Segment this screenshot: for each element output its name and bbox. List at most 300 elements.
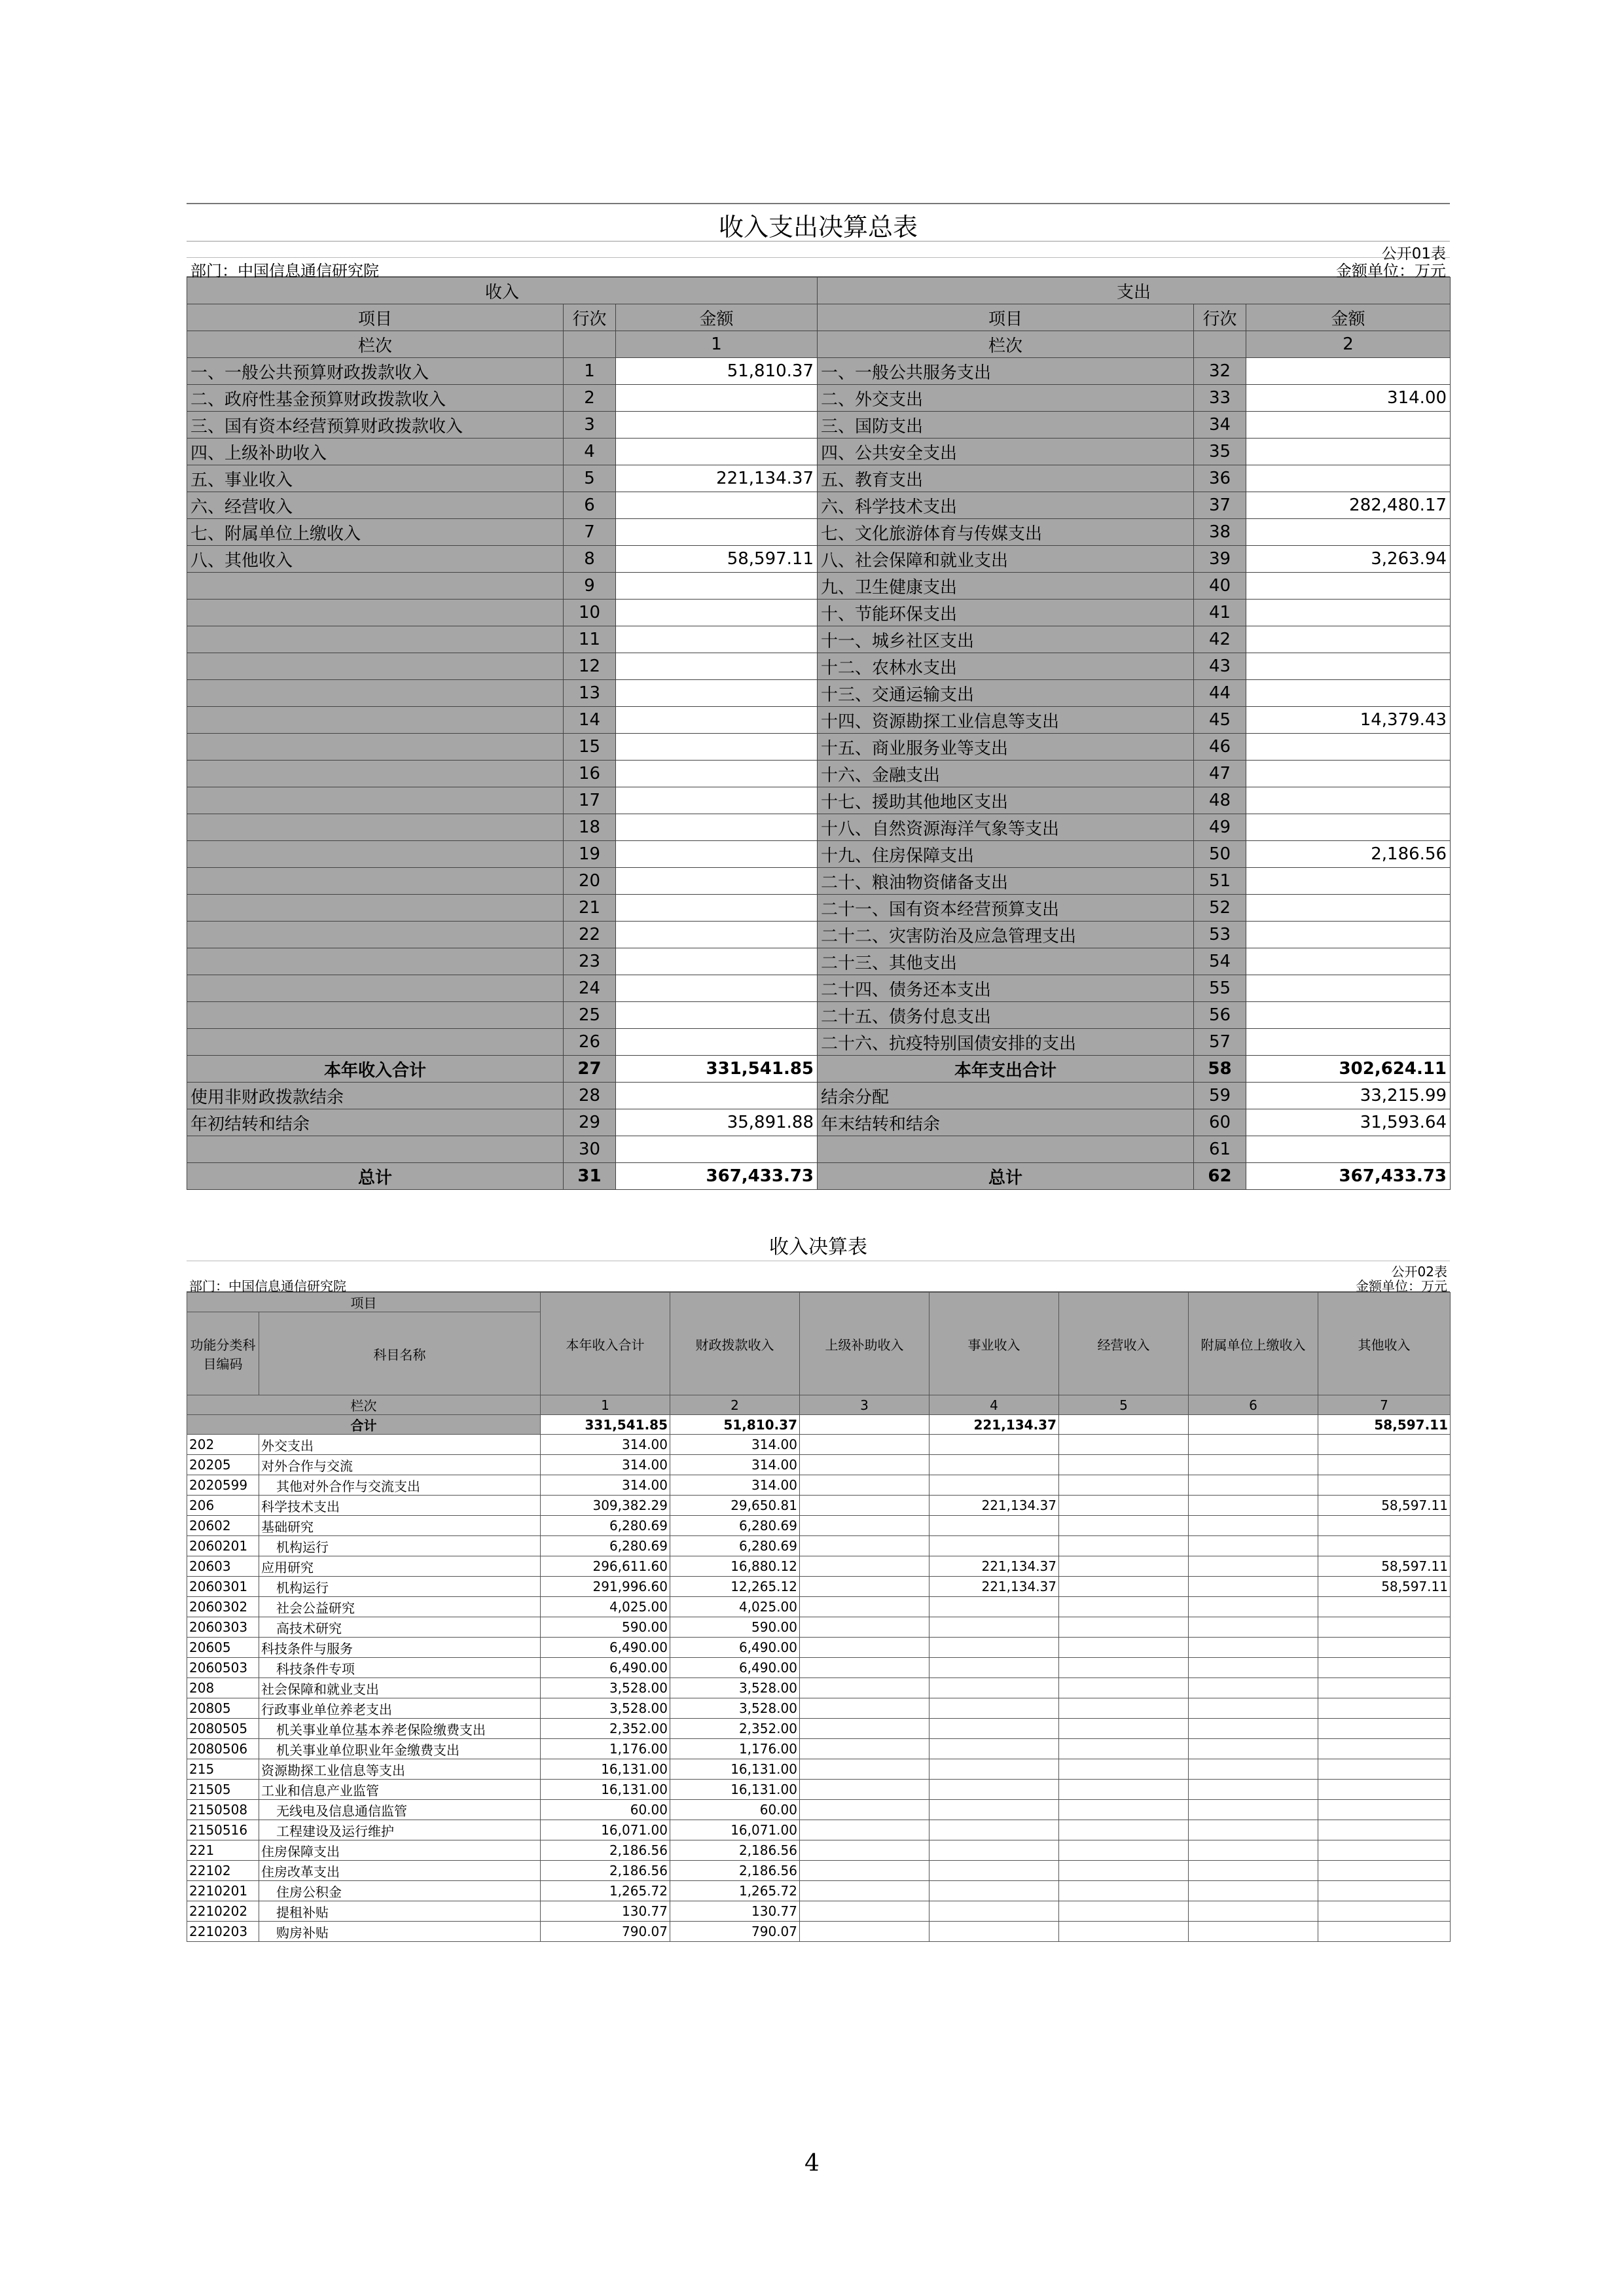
expense-amount xyxy=(1246,358,1451,385)
expense-amount xyxy=(1246,1002,1451,1029)
expense-item: 九、卫生健康支出 xyxy=(818,573,1194,600)
income-item xyxy=(187,1136,564,1163)
amount-cell: 314.00 xyxy=(541,1475,670,1496)
income-amount xyxy=(616,734,818,761)
expense-line-no: 49 xyxy=(1194,814,1246,841)
income-amount: 221,134.37 xyxy=(616,465,818,492)
expense-col-amount: 金额 xyxy=(1246,304,1451,331)
table-row xyxy=(187,1678,1451,1698)
expense-amount xyxy=(1246,1029,1451,1056)
amount-cell: 1,265.72 xyxy=(670,1881,800,1901)
income-amount xyxy=(616,626,818,653)
summary-row xyxy=(187,1056,1451,1083)
subject-code: 20805 xyxy=(187,1698,259,1719)
expense-line-no: 32 xyxy=(1194,358,1246,385)
income-item xyxy=(187,1029,564,1056)
table-row xyxy=(187,1638,1451,1658)
table1-title-row xyxy=(187,203,1450,242)
amount-cell: 6,490.00 xyxy=(541,1658,670,1678)
expense-amount: 282,480.17 xyxy=(1246,492,1451,519)
table-row xyxy=(187,1435,1451,1455)
table-row xyxy=(187,1536,1451,1556)
expense-item: 年末结转和结余 xyxy=(818,1109,1194,1136)
expense-item: 十六、金融支出 xyxy=(818,761,1194,787)
amount-cell xyxy=(1318,1455,1451,1475)
subject-code: 2020599 xyxy=(187,1475,259,1496)
table-row xyxy=(187,573,1451,600)
table-row xyxy=(187,948,1451,975)
amount-cell xyxy=(1318,1658,1451,1678)
amount-cell xyxy=(1059,1759,1189,1780)
amount-cell xyxy=(1059,1597,1189,1617)
table-row xyxy=(187,680,1451,707)
amount-cell xyxy=(1189,1922,1318,1942)
table-row xyxy=(187,412,1451,439)
amount-cell xyxy=(1189,1556,1318,1577)
table-row xyxy=(187,465,1451,492)
subject-code: 2060302 xyxy=(187,1597,259,1617)
income-item xyxy=(187,975,564,1002)
subject-name: 提租补贴 xyxy=(259,1901,541,1922)
amount-cell: 1,265.72 xyxy=(541,1881,670,1901)
amount-cell xyxy=(1318,1678,1451,1698)
table-row xyxy=(187,707,1451,734)
table-row xyxy=(187,734,1451,761)
expense-item: 四、公共安全支出 xyxy=(818,439,1194,465)
expense-item: 二十一、国有资本经营预算支出 xyxy=(818,895,1194,922)
amount-cell xyxy=(800,1678,929,1698)
income-line-no: 17 xyxy=(564,787,616,814)
amount-cell xyxy=(1059,1475,1189,1496)
table-row xyxy=(187,1083,1451,1109)
table2-lanci-no: 2 xyxy=(670,1395,800,1415)
amount-cell xyxy=(929,1901,1059,1922)
table2-total-cell: 51,810.37 xyxy=(670,1415,800,1435)
expense-item: 十四、资源勘探工业信息等支出 xyxy=(818,707,1194,734)
income-item xyxy=(187,1002,564,1029)
income-line-no: 1 xyxy=(564,358,616,385)
amount-cell: 296,611.60 xyxy=(541,1556,670,1577)
income-line-no: 4 xyxy=(564,439,616,465)
table2-col-header: 事业收入 xyxy=(929,1293,1059,1395)
expense-amount xyxy=(1246,412,1451,439)
expense-item: 三、国防支出 xyxy=(818,412,1194,439)
income-item xyxy=(187,841,564,868)
income-final-accounts-table xyxy=(187,1234,1450,1942)
table-row xyxy=(187,868,1451,895)
amount-cell xyxy=(1189,1516,1318,1536)
subject-name: 科技条件与服务 xyxy=(259,1638,541,1658)
amount-cell xyxy=(1189,1536,1318,1556)
amount-cell xyxy=(929,1780,1059,1800)
amount-cell xyxy=(1318,1435,1451,1455)
amount-cell xyxy=(1318,1820,1451,1840)
amount-cell: 16,071.00 xyxy=(541,1820,670,1840)
income-item: 总计 xyxy=(187,1163,564,1190)
expense-line-no: 60 xyxy=(1194,1109,1246,1136)
amount-cell xyxy=(1189,1475,1318,1496)
income-amount xyxy=(616,761,818,787)
subject-name: 工业和信息产业监管 xyxy=(259,1780,541,1800)
amount-cell xyxy=(1318,1881,1451,1901)
amount-cell: 2,186.56 xyxy=(541,1840,670,1861)
amount-cell xyxy=(929,1922,1059,1942)
amount-cell: 3,528.00 xyxy=(670,1698,800,1719)
income-line-no: 15 xyxy=(564,734,616,761)
amount-cell xyxy=(1059,1901,1189,1922)
income-line-no: 24 xyxy=(564,975,616,1002)
expense-item: 二十、粮油物资储备支出 xyxy=(818,868,1194,895)
amount-cell: 4,025.00 xyxy=(670,1597,800,1617)
table1-grid xyxy=(187,277,1451,1190)
amount-cell: 60.00 xyxy=(541,1800,670,1820)
amount-cell: 4,025.00 xyxy=(541,1597,670,1617)
table-row xyxy=(187,1002,1451,1029)
table2-code-row xyxy=(187,1261,1450,1280)
amount-cell: 790.07 xyxy=(670,1922,800,1942)
subject-name: 社会公益研究 xyxy=(259,1597,541,1617)
table2-department: 部门：中国信息通信研究院 xyxy=(189,1278,346,1294)
income-amount xyxy=(616,895,818,922)
amount-cell: 2,186.56 xyxy=(670,1840,800,1861)
expense-line-no: 56 xyxy=(1194,1002,1246,1029)
table-row xyxy=(187,787,1451,814)
amount-cell: 6,280.69 xyxy=(670,1536,800,1556)
income-item: 五、事业收入 xyxy=(187,465,564,492)
amount-cell xyxy=(1318,1475,1451,1496)
amount-cell xyxy=(929,1800,1059,1820)
subject-name: 工程建设及运行维护 xyxy=(259,1820,541,1840)
amount-cell xyxy=(1318,1516,1451,1536)
amount-cell xyxy=(1189,1901,1318,1922)
expense-item: 十七、援助其他地区支出 xyxy=(818,787,1194,814)
subject-name: 应用研究 xyxy=(259,1556,541,1577)
subject-name: 机关事业单位职业年金缴费支出 xyxy=(259,1739,541,1759)
income-line-no: 12 xyxy=(564,653,616,680)
amount-cell: 2,352.00 xyxy=(670,1719,800,1739)
amount-cell xyxy=(1189,1820,1318,1840)
income-item: 四、上级补助收入 xyxy=(187,439,564,465)
amount-cell: 309,382.29 xyxy=(541,1496,670,1516)
table2-total-cell: 331,541.85 xyxy=(541,1415,670,1435)
expense-amount: 302,624.11 xyxy=(1246,1056,1451,1083)
expense-line-no: 42 xyxy=(1194,626,1246,653)
subject-code: 2060303 xyxy=(187,1617,259,1638)
income-line-no: 26 xyxy=(564,1029,616,1056)
expense-line-no: 54 xyxy=(1194,948,1246,975)
expense-amount: 31,593.64 xyxy=(1246,1109,1451,1136)
table-row xyxy=(187,1922,1451,1942)
amount-cell xyxy=(1059,1780,1189,1800)
table2-name-header: 科目名称 xyxy=(259,1312,541,1395)
income-amount: 35,891.88 xyxy=(616,1109,818,1136)
income-line-no: 19 xyxy=(564,841,616,868)
expense-amount xyxy=(1246,439,1451,465)
amount-cell: 221,134.37 xyxy=(929,1496,1059,1516)
expense-line-no: 34 xyxy=(1194,412,1246,439)
income-amount xyxy=(616,814,818,841)
amount-cell: 12,265.12 xyxy=(670,1577,800,1597)
income-item xyxy=(187,653,564,680)
expense-line-no: 53 xyxy=(1194,922,1246,948)
expense-line-no: 55 xyxy=(1194,975,1246,1002)
amount-cell: 16,131.00 xyxy=(670,1759,800,1780)
income-line-no: 8 xyxy=(564,546,616,573)
income-col-line: 行次 xyxy=(564,304,616,331)
income-item xyxy=(187,922,564,948)
expense-item: 十九、住房保障支出 xyxy=(818,841,1194,868)
income-col-amount: 金额 xyxy=(616,304,818,331)
amount-cell: 221,134.37 xyxy=(929,1577,1059,1597)
amount-cell xyxy=(1189,1658,1318,1678)
amount-cell xyxy=(800,1719,929,1739)
amount-cell xyxy=(1189,1455,1318,1475)
amount-cell xyxy=(1059,1455,1189,1475)
table2-lanci-no: 5 xyxy=(1059,1395,1189,1415)
amount-cell xyxy=(1189,1780,1318,1800)
income-item: 本年收入合计 xyxy=(187,1056,564,1083)
table1-meta-row xyxy=(187,258,1450,280)
income-amount xyxy=(616,573,818,600)
table2-total-cell: 221,134.37 xyxy=(929,1415,1059,1435)
income-item xyxy=(187,734,564,761)
amount-cell xyxy=(1189,1739,1318,1759)
amount-cell xyxy=(1318,1617,1451,1638)
amount-cell: 16,880.12 xyxy=(670,1556,800,1577)
subject-code: 202 xyxy=(187,1435,259,1455)
amount-cell xyxy=(1189,1617,1318,1638)
expense-item: 二十三、其他支出 xyxy=(818,948,1194,975)
amount-cell xyxy=(929,1678,1059,1698)
income-line-no: 11 xyxy=(564,626,616,653)
amount-cell xyxy=(800,1597,929,1617)
expense-item: 六、科学技术支出 xyxy=(818,492,1194,519)
income-col-item: 项目 xyxy=(187,304,564,331)
expense-amount xyxy=(1246,573,1451,600)
expense-item: 二十五、债务付息支出 xyxy=(818,1002,1194,1029)
amount-cell xyxy=(1318,1901,1451,1922)
expense-amount: 14,379.43 xyxy=(1246,707,1451,734)
income-amount xyxy=(616,868,818,895)
amount-cell xyxy=(1059,1556,1189,1577)
subject-name: 机构运行 xyxy=(259,1536,541,1556)
table-row xyxy=(187,492,1451,519)
amount-cell xyxy=(1189,1840,1318,1861)
expense-amount xyxy=(1246,680,1451,707)
amount-cell xyxy=(1059,1678,1189,1698)
amount-cell: 16,131.00 xyxy=(670,1780,800,1800)
amount-cell: 16,071.00 xyxy=(670,1820,800,1840)
table-row xyxy=(187,1597,1451,1617)
amount-cell xyxy=(1318,1780,1451,1800)
amount-cell: 3,528.00 xyxy=(541,1678,670,1698)
income-amount xyxy=(616,787,818,814)
table-row xyxy=(187,439,1451,465)
summary-row xyxy=(187,1163,1451,1190)
expense-line-no: 43 xyxy=(1194,653,1246,680)
table-row xyxy=(187,1617,1451,1638)
table-row xyxy=(187,385,1451,412)
subject-code: 2080505 xyxy=(187,1719,259,1739)
income-amount xyxy=(616,948,818,975)
income-amount xyxy=(616,439,818,465)
amount-cell xyxy=(929,1861,1059,1881)
table2-col-header: 其他收入 xyxy=(1318,1293,1451,1395)
expense-line-no: 47 xyxy=(1194,761,1246,787)
income-item xyxy=(187,761,564,787)
amount-cell xyxy=(1189,1861,1318,1881)
expense-line-no: 41 xyxy=(1194,600,1246,626)
expense-header: 支出 xyxy=(818,278,1451,304)
subject-name: 外交支出 xyxy=(259,1435,541,1455)
amount-cell xyxy=(1189,1496,1318,1516)
income-item xyxy=(187,573,564,600)
income-line-no: 29 xyxy=(564,1109,616,1136)
expense-item: 十一、城乡社区支出 xyxy=(818,626,1194,653)
income-amount xyxy=(616,385,818,412)
amount-cell xyxy=(1189,1800,1318,1820)
amount-cell: 590.00 xyxy=(541,1617,670,1638)
amount-cell xyxy=(800,1922,929,1942)
table-row xyxy=(187,1516,1451,1536)
amount-cell xyxy=(929,1719,1059,1739)
income-item xyxy=(187,600,564,626)
amount-cell: 130.77 xyxy=(670,1901,800,1922)
expense-line-no: 37 xyxy=(1194,492,1246,519)
amount-cell xyxy=(800,1780,929,1800)
table-row xyxy=(187,1739,1451,1759)
subject-name: 机构运行 xyxy=(259,1577,541,1597)
amount-cell xyxy=(929,1739,1059,1759)
subject-name: 高技术研究 xyxy=(259,1617,541,1638)
subject-name: 行政事业单位养老支出 xyxy=(259,1698,541,1719)
expense-amount xyxy=(1246,814,1451,841)
amount-cell xyxy=(1318,1800,1451,1820)
expense-amount: 367,433.73 xyxy=(1246,1163,1451,1190)
table-row xyxy=(187,653,1451,680)
subject-name: 资源勘探工业信息等支出 xyxy=(259,1759,541,1780)
table-row xyxy=(187,1577,1451,1597)
income-amount xyxy=(616,707,818,734)
table2-lanci-no: 6 xyxy=(1189,1395,1318,1415)
income-line-no: 25 xyxy=(564,1002,616,1029)
expense-amount: 3,263.94 xyxy=(1246,546,1451,573)
table-row xyxy=(187,1820,1451,1840)
amount-cell xyxy=(1318,1861,1451,1881)
amount-cell: 314.00 xyxy=(541,1435,670,1455)
amount-cell: 6,280.69 xyxy=(541,1516,670,1536)
amount-cell: 291,996.60 xyxy=(541,1577,670,1597)
amount-cell xyxy=(800,1638,929,1658)
amount-cell: 58,597.11 xyxy=(1318,1556,1451,1577)
table1-title: 收入支出决算总表 xyxy=(718,213,918,242)
expense-line-no: 50 xyxy=(1194,841,1246,868)
expense-amount xyxy=(1246,626,1451,653)
subject-name: 住房改革支出 xyxy=(259,1861,541,1881)
table2-total-cell xyxy=(1059,1415,1189,1435)
expense-item: 本年支出合计 xyxy=(818,1056,1194,1083)
amount-cell xyxy=(800,1577,929,1597)
table-row xyxy=(187,1658,1451,1678)
table2-lanci-no: 1 xyxy=(541,1395,670,1415)
amount-cell: 130.77 xyxy=(541,1901,670,1922)
income-item: 一、一般公共预算财政拨款收入 xyxy=(187,358,564,385)
subject-name: 社会保障和就业支出 xyxy=(259,1678,541,1698)
subject-code: 20602 xyxy=(187,1516,259,1536)
table2-total-label: 合计 xyxy=(187,1415,541,1435)
expense-line-no: 36 xyxy=(1194,465,1246,492)
table2-lanci-no: 7 xyxy=(1318,1395,1451,1415)
subject-name: 其他对外合作与交流支出 xyxy=(259,1475,541,1496)
table-row xyxy=(187,895,1451,922)
subject-name: 购房补贴 xyxy=(259,1922,541,1942)
amount-cell: 314.00 xyxy=(670,1475,800,1496)
amount-cell xyxy=(1189,1881,1318,1901)
amount-cell: 2,186.56 xyxy=(670,1861,800,1881)
amount-cell: 3,528.00 xyxy=(670,1678,800,1698)
table-row xyxy=(187,1698,1451,1719)
income-amount xyxy=(616,412,818,439)
income-header: 收入 xyxy=(187,278,818,304)
table-row xyxy=(187,1455,1451,1475)
amount-cell xyxy=(1059,1719,1189,1739)
income-line-no: 14 xyxy=(564,707,616,734)
table-row xyxy=(187,1861,1451,1881)
table-row xyxy=(187,814,1451,841)
amount-cell xyxy=(800,1698,929,1719)
income-lanci-line xyxy=(564,331,616,358)
income-amount: 367,433.73 xyxy=(616,1163,818,1190)
income-amount xyxy=(616,600,818,626)
expense-item: 八、社会保障和就业支出 xyxy=(818,546,1194,573)
amount-cell xyxy=(800,1536,929,1556)
expense-item: 二十二、灾害防治及应急管理支出 xyxy=(818,922,1194,948)
amount-cell: 58,597.11 xyxy=(1318,1577,1451,1597)
subject-code: 20205 xyxy=(187,1455,259,1475)
expense-line-no: 38 xyxy=(1194,519,1246,546)
subject-code: 22102 xyxy=(187,1861,259,1881)
amount-cell xyxy=(800,1435,929,1455)
table2-col-header: 上级补助收入 xyxy=(800,1293,929,1395)
income-line-no: 13 xyxy=(564,680,616,707)
expense-amount xyxy=(1246,600,1451,626)
expense-line-no: 44 xyxy=(1194,680,1246,707)
table-row xyxy=(187,975,1451,1002)
expense-item: 十三、交通运输支出 xyxy=(818,680,1194,707)
income-item xyxy=(187,707,564,734)
table2-col-header: 附属单位上缴收入 xyxy=(1189,1293,1318,1395)
income-item xyxy=(187,680,564,707)
amount-cell xyxy=(929,1536,1059,1556)
table1-code: 公开01表 xyxy=(1381,245,1446,262)
subject-code: 21505 xyxy=(187,1780,259,1800)
subject-name: 机关事业单位基本养老保险缴费支出 xyxy=(259,1719,541,1739)
table-row xyxy=(187,358,1451,385)
income-lanci-label: 栏次 xyxy=(187,331,564,358)
expense-line-no: 33 xyxy=(1194,385,1246,412)
income-line-no: 6 xyxy=(564,492,616,519)
amount-cell xyxy=(1318,1840,1451,1861)
table1-unit: 金额单位：万元 xyxy=(1336,262,1446,280)
table-row xyxy=(187,626,1451,653)
expense-item: 十八、自然资源海洋气象等支出 xyxy=(818,814,1194,841)
amount-cell: 60.00 xyxy=(670,1800,800,1820)
table2-item-header: 项目 xyxy=(187,1293,541,1312)
amount-cell: 221,134.37 xyxy=(929,1556,1059,1577)
income-amount: 331,541.85 xyxy=(616,1056,818,1083)
income-item: 年初结转和结余 xyxy=(187,1109,564,1136)
page-number: 4 xyxy=(804,2150,820,2177)
